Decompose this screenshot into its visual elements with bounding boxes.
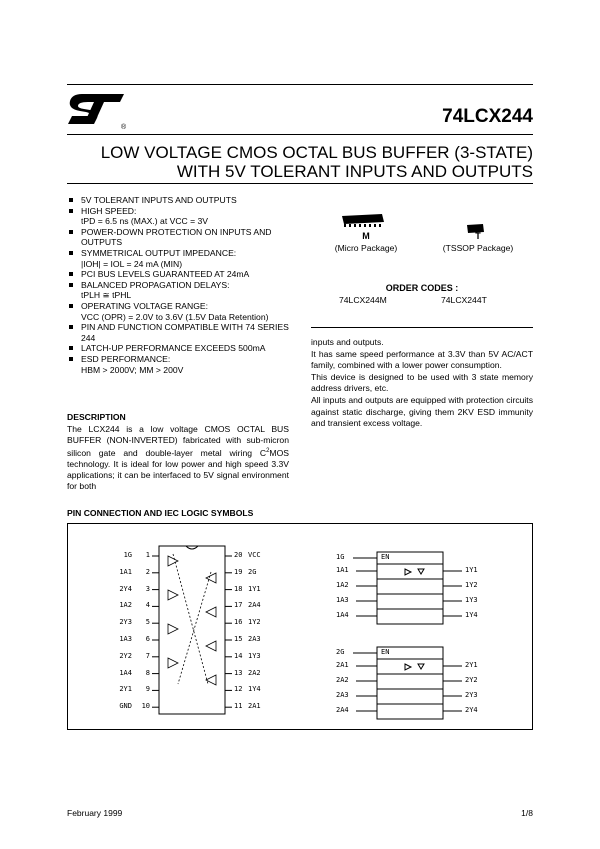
dip-left-pin-label: 1A4 <box>119 668 132 677</box>
iec1-output-label: 1Y1 <box>465 566 478 574</box>
dip-left-pin-number: 6 <box>145 635 150 643</box>
iec1-en-box-label: EN <box>381 553 390 561</box>
dip-right-pin-label: 2A1 <box>248 702 261 711</box>
feature-item: POWER-DOWN PROTECTION ON INPUTS AND OUTPUTS <box>67 227 302 248</box>
iec2-input-label: 2A1 <box>336 661 349 669</box>
pin-connection-figure <box>67 523 533 730</box>
dip-left-pin-number: 3 <box>145 584 150 593</box>
dip-right-pin-number: 15 <box>234 635 243 643</box>
iec1-output-label: 1Y3 <box>465 596 478 604</box>
registered-mark: ® <box>121 124 127 131</box>
dip-left-pin-label: 2Y3 <box>119 618 132 627</box>
feature-item: HIGH SPEED: <box>67 206 302 217</box>
dip-right-pin-number: 16 <box>234 618 243 627</box>
dip-left-pin-label: 1A2 <box>119 601 132 610</box>
dip-right-pin-label: 1Y2 <box>248 618 261 627</box>
iec2-output-label: 2Y4 <box>465 706 478 714</box>
dip-left-pin-label: 2Y4 <box>119 584 132 593</box>
part-number: 74LCX244 <box>442 106 533 127</box>
dip-left-pin-number: 10 <box>141 702 150 711</box>
dip-left-pin-label: GND <box>119 702 132 711</box>
feature-sub: tPD = 6.5 ns (MAX.) at VCC = 3V <box>81 216 209 227</box>
dip-right-pin-number: 18 <box>234 584 243 593</box>
dip-right-pin-label: 2A3 <box>248 635 261 643</box>
iec2-input-label: 2A4 <box>336 706 349 714</box>
feature-sub: VCC (OPR) = 2.0V to 3.6V (1.5V Data Retention) <box>81 311 269 322</box>
iec2-output-label: 2Y2 <box>465 676 478 684</box>
st-logo <box>66 90 128 128</box>
dip-right-pin-label: 1Y3 <box>248 651 261 660</box>
dip-left-pin-label: 1A1 <box>119 567 132 576</box>
dip-right-pin-number: 19 <box>234 567 243 576</box>
dip-right-pin-label: 2A4 <box>248 601 261 610</box>
title-line-2: WITH 5V TOLERANT INPUTS AND OUTPUTS <box>176 162 533 181</box>
dip-left-pin-number: 9 <box>145 685 150 694</box>
dip-left-pin-number: 7 <box>145 651 150 660</box>
dip-right-pin-number: 17 <box>234 601 243 610</box>
footer-page: 1/8 <box>521 808 533 818</box>
dip-right-pin-number: 13 <box>234 668 243 677</box>
iec2-output-label: 2Y3 <box>465 691 478 699</box>
dip-right-pin-number: 14 <box>234 651 243 660</box>
iec2-en-box-label: EN <box>381 648 390 656</box>
order-code-t: 74LCX244T <box>441 295 487 305</box>
dip-right-pin-label: 1Y4 <box>248 685 261 694</box>
page-title <box>67 143 533 181</box>
package-m-desc: (Micro Package) <box>334 243 398 253</box>
dip-left-pin-number: 5 <box>145 618 150 627</box>
dip-right-pin-label: 2A2 <box>248 668 261 677</box>
dip-left-pin-label: 1A3 <box>119 635 132 643</box>
dip-right-pin-label: 1Y1 <box>248 584 261 593</box>
feature-item: PIN AND FUNCTION COMPATIBLE WITH 74 SERIES 244 <box>67 322 302 343</box>
package-rule <box>311 327 533 328</box>
dip-left-pin-number: 8 <box>145 668 150 677</box>
feature-list <box>67 195 302 375</box>
package-t-code: T <box>475 231 481 241</box>
iec1-input-label: 1A3 <box>336 596 349 604</box>
feature-item: PCI BUS LEVELS GUARANTEED AT 24mA <box>67 269 302 280</box>
order-title: ORDER CODES : <box>385 283 459 293</box>
package-m-code: M <box>362 231 370 241</box>
feature-sub: tPLH ≅ tPHL <box>81 290 132 301</box>
iec2-output-label: 2Y1 <box>465 661 478 669</box>
iec2-input-label: 2A3 <box>336 691 349 699</box>
iec1-input-label: 1A2 <box>336 581 349 589</box>
figure-section-title: PIN CONNECTION AND IEC LOGIC SYMBOLS <box>67 508 254 518</box>
dip-right-pin-number: 11 <box>234 702 243 711</box>
title-bottom-rule <box>67 183 533 184</box>
iec2-input-label: 2A2 <box>336 676 349 684</box>
iec2-enable-label: 2G <box>336 648 345 656</box>
feature-item: OPERATING VOLTAGE RANGE: <box>67 301 302 312</box>
iec1-output-label: 1Y4 <box>465 611 478 619</box>
description-right: inputs and outputs. It has same speed performance at 3.3V than 5V AC/ACT family, combined with a lower power consumption. This device is designed to be used with 3 state memory address drivers, etc. All inputs and outputs are equipped with protection circuits against static discharge, giving them 2KV ESD immunity and transient excess voltage. <box>311 337 533 428</box>
feature-sub: HBM > 2000V; MM > 200V <box>81 364 184 375</box>
package-t-desc: (TSSOP Package) <box>442 243 514 253</box>
so-package-icon <box>338 212 386 228</box>
dip-right-pin-number: 20 <box>234 551 243 559</box>
feature-item: BALANCED PROPAGATION DELAYS: <box>67 280 302 291</box>
dip-right-pin-label: VCC <box>248 551 261 559</box>
dip-left-pin-label: 1G <box>123 551 132 559</box>
order-code-m: 74LCX244M <box>339 295 387 305</box>
dip-right-pin-label: 2G <box>248 567 257 576</box>
iec1-input-label: 1A1 <box>336 566 349 574</box>
iec1-output-label: 1Y2 <box>465 581 478 589</box>
dip-left-pin-number: 4 <box>145 601 150 610</box>
dip-left-pin-label: 2Y2 <box>119 651 132 660</box>
dip-left-pin-number: 1 <box>145 551 150 559</box>
feature-item: ESD PERFORMANCE: <box>67 354 302 365</box>
footer-date: February 1999 <box>67 808 123 818</box>
title-rule <box>67 134 533 135</box>
top-rule <box>67 84 533 85</box>
feature-sub: |IOH| = IOL = 24 mA (MIN) <box>81 258 183 269</box>
iec1-enable-label: 1G <box>336 553 345 561</box>
feature-item: 5V TOLERANT INPUTS AND OUTPUTS <box>67 195 302 206</box>
dip-left-pin-label: 2Y1 <box>119 685 132 694</box>
dip-left-pin-number: 2 <box>145 567 150 576</box>
description-heading: DESCRIPTION <box>67 412 126 422</box>
description-left: The LCX244 is a low voltage CMOS OCTAL BUS BUFFER (NON-INVERTED) fabricated with sub-micron silicon gate and double-layer metal wiring $C^2MOS$ technology. It is ideal for low power and high speed 3.3V applications; it can be interfaced to 5V signal environment for both <box>67 424 289 492</box>
iec1-input-label: 1A4 <box>336 611 349 619</box>
dip-right-pin-number: 12 <box>234 685 243 694</box>
feature-item: SYMMETRICAL OUTPUT IMPEDANCE: <box>67 248 302 259</box>
title-line-1: LOW VOLTAGE CMOS OCTAL BUS BUFFER (3-STATE) <box>100 143 533 162</box>
feature-item: LATCH-UP PERFORMANCE EXCEEDS 500mA <box>67 343 302 354</box>
order-codes <box>311 283 533 307</box>
